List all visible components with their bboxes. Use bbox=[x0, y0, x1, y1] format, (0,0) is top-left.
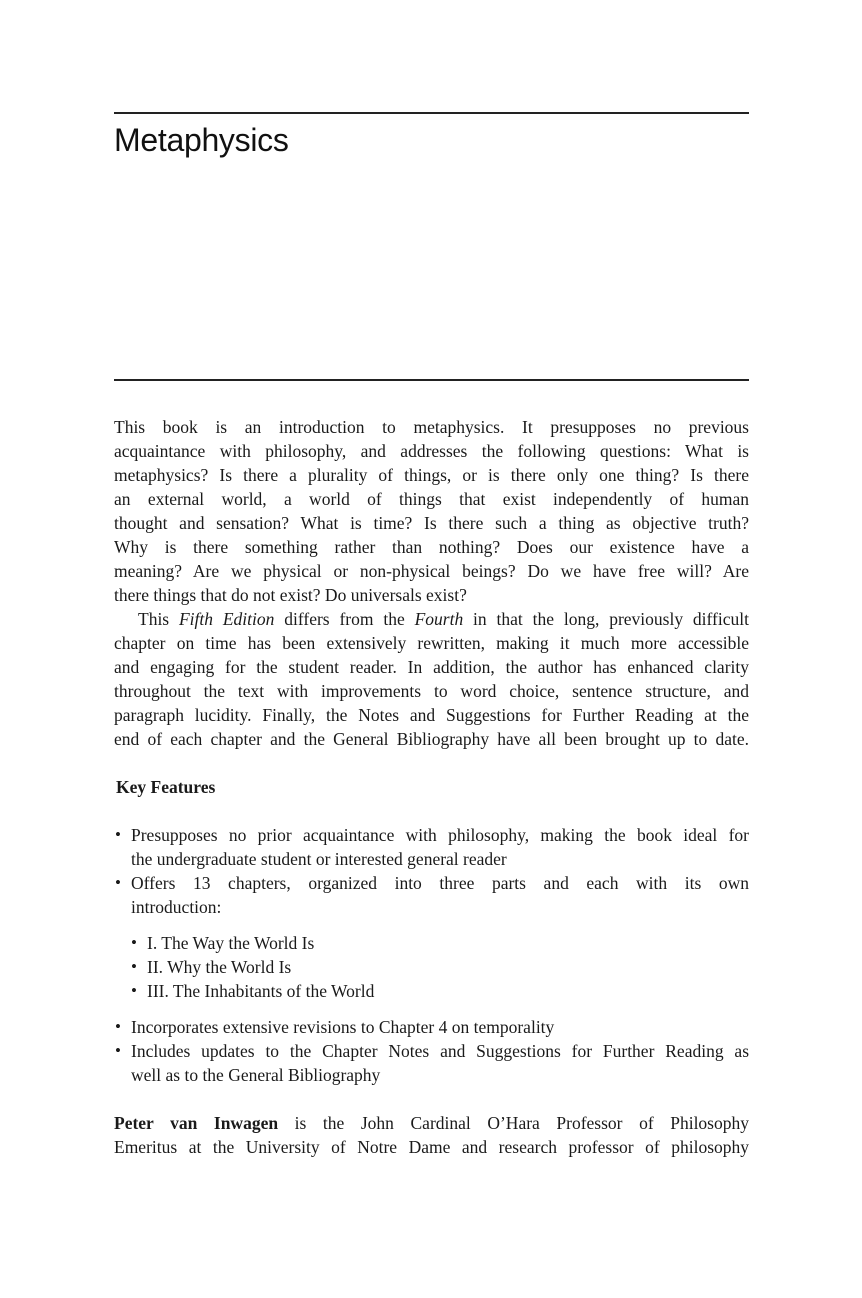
paragraph-line: Why is there something rather than nothing? Does our existence have a bbox=[114, 537, 749, 557]
paragraph-line: and engaging for the student reader. In addition, the author has enhanced clarity bbox=[114, 657, 749, 677]
bullet-item: Incorporates extensive revisions to Chapter 4 on temporality bbox=[131, 1017, 555, 1037]
text-span: is the John Cardinal O’Hara Professor of Philosophy bbox=[278, 1113, 749, 1133]
italic-title: Fifth Edition bbox=[178, 609, 275, 629]
bullet-icon: • bbox=[115, 825, 121, 844]
bullet-item: the undergraduate student or interested general reader bbox=[131, 849, 507, 869]
author-name: Peter van Inwagen bbox=[114, 1113, 279, 1133]
text-span: in that the long, previously difficult bbox=[463, 609, 749, 629]
key-features-heading: Key Features bbox=[116, 777, 216, 797]
paragraph-line: paragraph lucidity. Finally, the Notes and Suggestions for Further Reading at the bbox=[114, 705, 749, 725]
paragraph-line: end of each chapter and the General Bibliography have all been brought up to date. bbox=[114, 729, 749, 749]
bottom-rule bbox=[114, 379, 749, 381]
italic-title: Fourth bbox=[414, 609, 464, 629]
sub-bullet-item: III. The Inhabitants of the World bbox=[147, 981, 375, 1001]
paragraph-line: acquaintance with philosophy, and addresses the following questions: What is bbox=[114, 441, 749, 461]
bullet-item: Includes updates to the Chapter Notes and Suggestions for Further Reading as bbox=[131, 1041, 749, 1061]
paragraph-line bbox=[138, 607, 749, 631]
bullet-icon: • bbox=[115, 1041, 121, 1060]
sub-bullet-item: I. The Way the World Is bbox=[147, 933, 315, 953]
sub-bullet-item: II. Why the World Is bbox=[147, 957, 292, 977]
bullet-icon: • bbox=[131, 933, 137, 952]
bullet-item: well as to the General Bibliography bbox=[131, 1065, 381, 1085]
paragraph-line: throughout the text with improvements to word choice, sentence structure, and bbox=[114, 681, 749, 701]
paragraph-line: an external world, a world of things that exist independently of human bbox=[114, 489, 749, 509]
page-title: Metaphysics bbox=[114, 122, 289, 158]
bullet-icon: • bbox=[115, 873, 121, 892]
top-rule bbox=[114, 112, 749, 114]
paragraph-line: thought and sensation? What is time? Is there such a thing as objective truth? bbox=[114, 513, 749, 533]
bullet-item: Offers 13 chapters, organized into three parts and each with its own bbox=[131, 873, 749, 893]
paragraph-line: metaphysics? Is there a plurality of things, or is there only one thing? Is there bbox=[114, 465, 749, 485]
bullet-icon: • bbox=[115, 1017, 121, 1036]
bullet-item: Presupposes no prior acquaintance with philosophy, making the book ideal for bbox=[131, 825, 749, 845]
paragraph-line: chapter on time has been extensively rewritten, making it much more accessible bbox=[114, 633, 749, 653]
text-span: This bbox=[138, 609, 179, 629]
bullet-icon: • bbox=[131, 981, 137, 1000]
paragraph-line: This book is an introduction to metaphysics. It presupposes no previous bbox=[114, 417, 749, 437]
bullet-item: introduction: bbox=[131, 897, 222, 917]
text-span: differs from the bbox=[274, 609, 415, 629]
author-bio-line: Emeritus at the University of Notre Dame and research professor of philosophy bbox=[114, 1137, 749, 1157]
bullet-icon: • bbox=[131, 957, 137, 976]
author-bio-line bbox=[114, 1111, 749, 1135]
paragraph-line: meaning? Are we physical or non-physical beings? Do we have free will? Are bbox=[114, 561, 749, 581]
paragraph-line: there things that do not exist? Do universals exist? bbox=[114, 585, 467, 605]
